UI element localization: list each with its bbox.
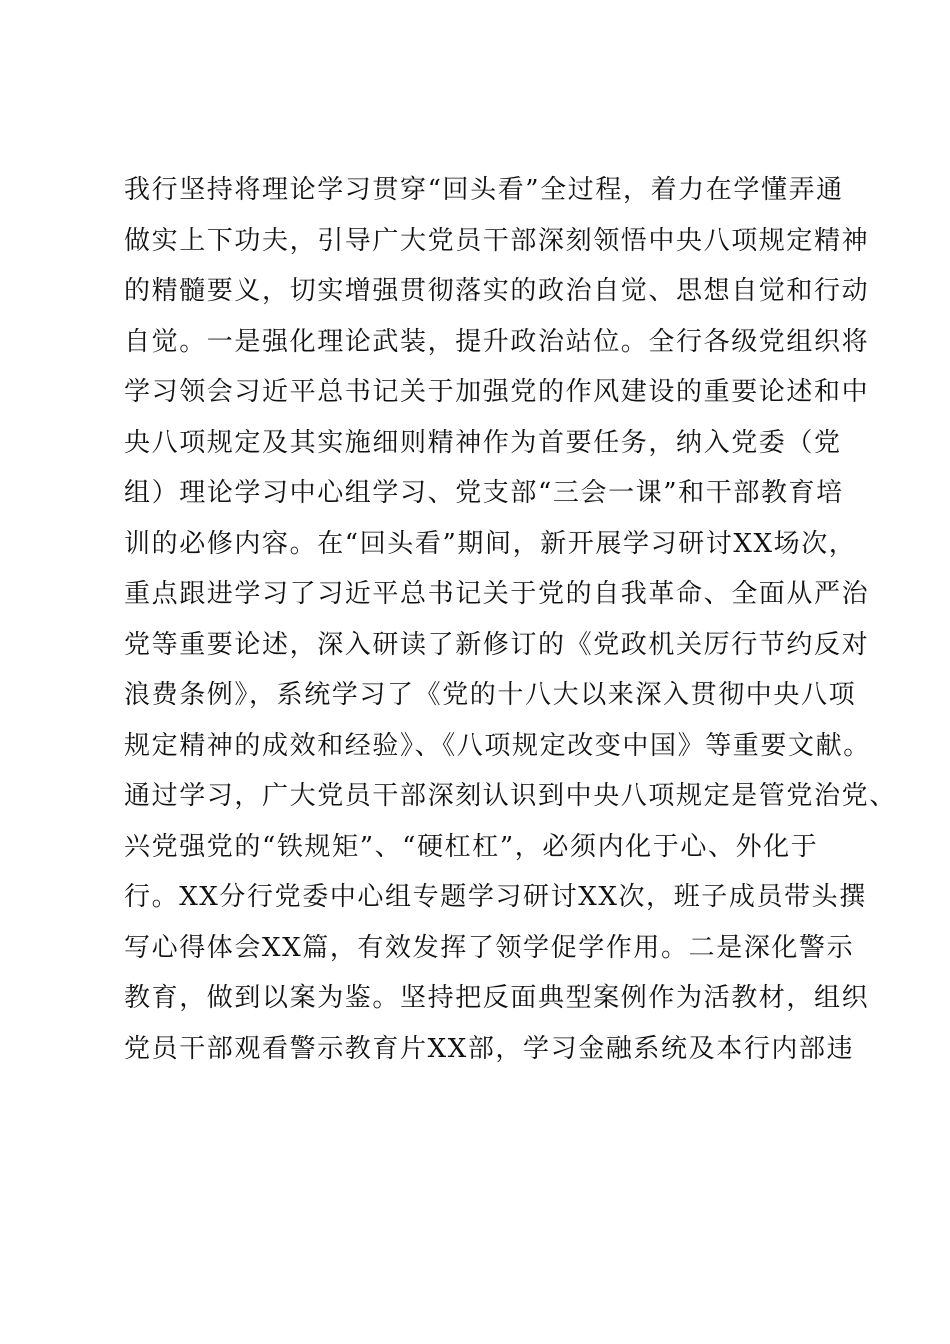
text-line: 行。XX分行党委中心组专题学习研讨XX次，班子成员带头撰 bbox=[124, 882, 867, 912]
text-line: 写心得体会XX篇，有效发挥了领学促学作用。二是深化警示 bbox=[124, 932, 855, 963]
text-line: 我行坚持将理论学习贯穿“回头看”全过程，着力在学懂弄通 bbox=[124, 175, 844, 205]
text-line: 党等重要论述，深入研读了新修订的《党政机关厉行节约反对 bbox=[124, 629, 870, 660]
text-line: 做实上下功夫，引导广大党员干部深刻领悟中央八项规定精神 bbox=[124, 225, 870, 256]
text-line: 组）理论学习中心组学习、党支部“三会一课”和干部教育培 bbox=[124, 478, 844, 508]
text-line: 重点跟进学习了习近平总书记关于党的自我革命、全面从严治 bbox=[124, 579, 870, 609]
text-line: 兴党强党的“铁规矩”、“硬杠杠”，必须内化于心、外化于 bbox=[124, 831, 819, 862]
text-line: 通过学习，广大党员干部深刻认识到中央八项规定是管党治党、 bbox=[124, 781, 897, 811]
text-line: 的精髓要义，切实增强贯彻落实的政治自觉、思想自觉和行动 bbox=[124, 276, 870, 306]
text-line: 浪费条例》，系统学习了《党的十八大以来深入贯彻中央八项 bbox=[124, 680, 857, 710]
text-line: 自觉。一是强化理论武装，提升政治站位。全行各级党组织将 bbox=[124, 326, 870, 357]
text-line: 党员干部观看警示教育片XX部，学习金融系统及本行内部违 bbox=[124, 1033, 855, 1064]
text-line: 训的必修内容。在“回头看”期间，新开展学习研讨XX场次， bbox=[124, 528, 857, 559]
text-line: 规定精神的成效和经验》、《八项规定改变中国》等重要文献。 bbox=[124, 730, 871, 761]
text-line: 教育，做到以案为鉴。坚持把反面典型案例作为活教材，组织 bbox=[124, 983, 870, 1013]
text-line: 央八项规定及其实施细则精神作为首要任务，纳入党委（党 bbox=[124, 427, 842, 458]
text-line: 学习领会习近平总书记关于加强党的作风建设的重要论述和中 bbox=[124, 377, 870, 407]
body-paragraph bbox=[124, 165, 897, 1074]
